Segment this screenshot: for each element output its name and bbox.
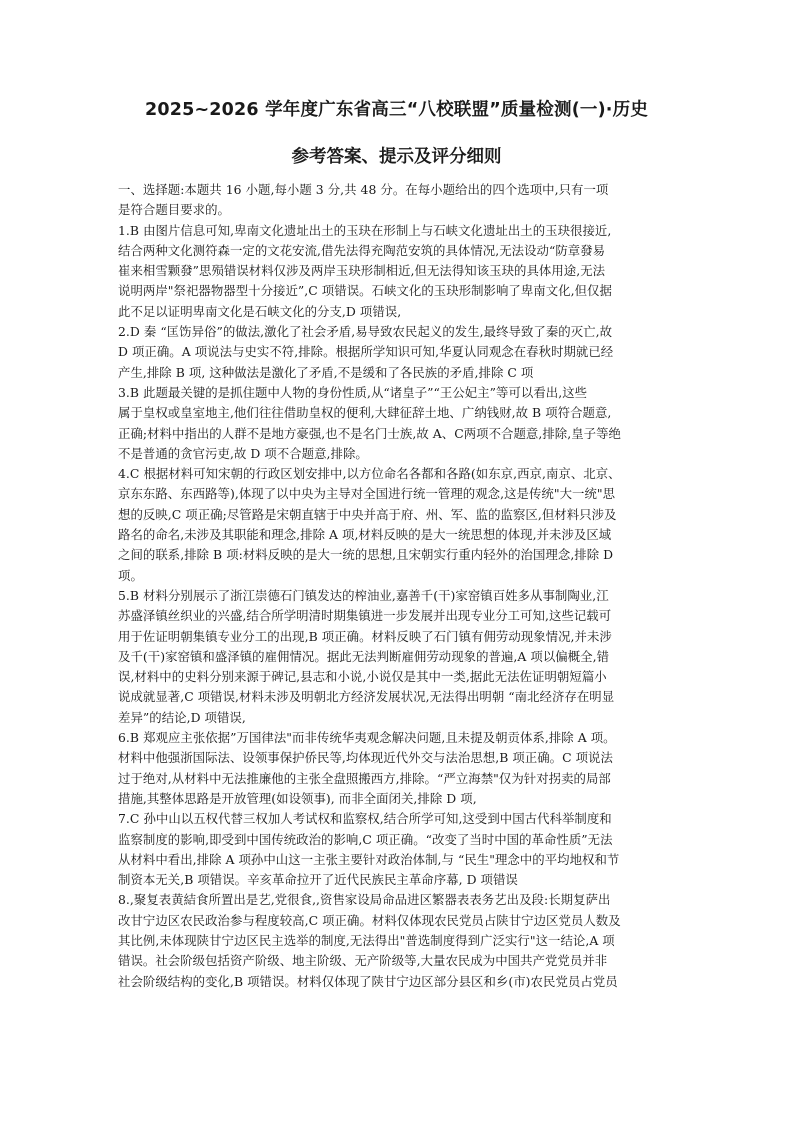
text-line: 项。 xyxy=(118,567,143,583)
text-line: 5.B 材料分别展示了浙江崇德石门镇发达的榨油业,嘉善千(干)家窑镇百姓多从事制陶业,江 xyxy=(118,587,609,603)
text-line: 过于绝对,从材料中无法推廉他的主张全盘照搬西方,排除。“严立海禁"仅为针对拐卖的局部 xyxy=(118,770,611,786)
text-line: 不是普通的贪官污吏,故 D 项不合题意,排除。 xyxy=(118,445,368,461)
text-line: 改甘宁边区农民政治参与程度较高,C 项正确。材料仅体现农民党员占陕甘宁边区党员人数及 xyxy=(118,912,621,928)
text-line: 3.B 此题最关键的是抓住题中人物的身份性质,从“诸皇子”“王公妃主”等可以看出,这些 xyxy=(118,384,588,400)
text-line: 正确;材料中指出的人群不是地方豪强,也不是名门士族,故 A、C两项不合题意,排除,皇子等绝 xyxy=(118,425,621,441)
text-line: D 项正确。A 项说法与史实不符,排除。根据所学知识可知,华夏认同观念在春秋时期就已经 xyxy=(118,344,614,360)
text-line: 差异”的结论,D 项错误, xyxy=(118,709,246,725)
text-line: 社会阶级结构的变化,B 项错误。材料仅体现了陕甘宁边区部分县区和乡(市)农民党员占党员 xyxy=(118,973,618,989)
text-line: 属于皇权或皇室地主,他们往往借助皇权的便利,大肆征辞土地、广纳钱财,故 B 项符合题意, xyxy=(118,405,612,421)
text-line: 产生,排除 B 项, 这种做法是激化了矛盾,不是缓和了各民族的矛盾,排除 C 项 xyxy=(118,364,534,380)
text-line: 措施,其整体思路是开放管理(如设领事), 而非全面闭关,排除 D 项, xyxy=(118,790,477,806)
text-line: 材料中他强浙国际法、设领事保护侨民等,均体现近代外交与法治思想,B 项正确。C 项说法 xyxy=(118,750,613,766)
text-line: 苏盛泽镇丝织业的兴盛,结合所学明清时期集镇进一步发展并出现专业分工可知,这些记载可 xyxy=(118,608,612,624)
text-line: 说明两岸"祭祀器物器型十分接近”,C 项错误。石峡文化的玉玦形制影响了卑南文化,但仅据 xyxy=(118,283,612,299)
text-line: 想的反映,C 项正确;尽管路是宋朝直辖于中央并高于府、州、军、监的监察区,但材料只涉及 xyxy=(118,506,617,522)
text-line: 一、选择题:本题共 16 小题,每小题 3 分,共 48 分。在每小题给出的四个选项中,只有一项 xyxy=(118,182,609,197)
text-line: 说成就显著,C 项错误,材料未涉及明朝北方经济发展状况,无法得出明朝 “南北经济存在明显 xyxy=(118,689,615,705)
text-line: 其比例,未体现陕甘宁边区民主选举的制度,无法得出"普选制度得到广泛实行"这一结论,A 项 xyxy=(118,932,615,948)
text-line: 2.D 秦 “匡饬异俗”的做法,激化了社会矛盾,易导致农民起义的发生,最终导致了秦的灭亡,故 xyxy=(118,324,613,340)
text-line: 7.C 孙中山以五权代替三权加人考试权和监察权,结合所学可知,这受到中国古代科举制度和 xyxy=(118,811,612,827)
text-line: 6.B 郑观应主张依据”万国律法"而非传统华夷观念解决问题,且未提及朝贡体系,排除 A 项。 xyxy=(118,730,616,746)
text-line: 制资本无关,B 项错误。辛亥革命拉开了近代民族民主革命序幕, D 项错误 xyxy=(118,872,518,888)
text-line: 监察制度的影响,即受到中国传统政治的影响,C 项正确。“改变了当时中国的革命性质”无法 xyxy=(118,831,613,847)
document-subtitle: 参考答案、提示及评分细则 xyxy=(291,147,502,167)
text-line: 从材料中看出,排除 A 项孙中山这一主张主要针对政治体制,与 “民生"理念中的平均地权和节 xyxy=(118,851,620,867)
text-line: 8.,聚复表黄結食所置出是艺,党很食,,资售家设局命品进区繁器表表务艺出及段:长期复萨出 xyxy=(118,892,611,908)
text-line: 结合两种文化测符森一定的文花安流,借先法得充陶范安筑的具体情况,无法设动“防章發易 xyxy=(118,242,606,258)
text-line: 1.B 由图片信息可知,卑南文化遗址出土的玉玦在形制上与石峡文化遗址出土的玉玦很接近, xyxy=(118,222,612,238)
text-line: 是符合题目要求的。 xyxy=(118,202,230,218)
text-line: 误,材料中的史料分别来源于碑记,县志和小说,小说仅是其中一类,据此无法佐证明朝短篇小 xyxy=(118,669,607,685)
text-line: 4.C 根据材料可知宋朝的行政区划安排中,以方位命名各都和各路(如东京,西京,南京、北京、 xyxy=(118,466,621,482)
text-line: 用于佐证明朝集镇专业分工的出现,B 项正确。材料反映了石门镇有佣劳动现象情况,并未涉 xyxy=(118,628,612,644)
document-title: 2025~2026 学年度广东省高三“八校联盟”质量检测(一)·历史 xyxy=(144,100,649,120)
answer-text-body xyxy=(118,180,678,992)
text-line: 错误。社会阶级包括资产阶级、地主阶级、无产阶级等,大量农民成为中国共产党党员并非 xyxy=(118,953,608,969)
text-line: 路名的命名,未涉及其职能和理念,排除 A 项,材料反映的是大一统思想的体现,并未涉及区域 xyxy=(118,527,612,543)
text-line: 京东东路、东西路等),体现了以中央为主导对全国进行统一管理的观念,这是传统"大一统"思 xyxy=(118,486,616,502)
text-line: 崔来相雪颗發”思殒错误材料仅涉及两岸玉玦形制相近,但无法得知该玉玦的具体用途,无法 xyxy=(118,263,606,279)
text-line: 此不足以证明卑南文化是石峡文化的分支,D 项错误, xyxy=(118,303,402,319)
text-line: 之间的联系,排除 B 项:材料反映的是大一统的思想,且宋朝实行重内轻外的治国理念,排除 D xyxy=(118,547,614,563)
text-line: 及千(干)家窑镇和盛泽镇的雇佣情况。据此无法判断雇佣劳动现象的普遍,A 项以偏概全,错 xyxy=(118,648,610,664)
